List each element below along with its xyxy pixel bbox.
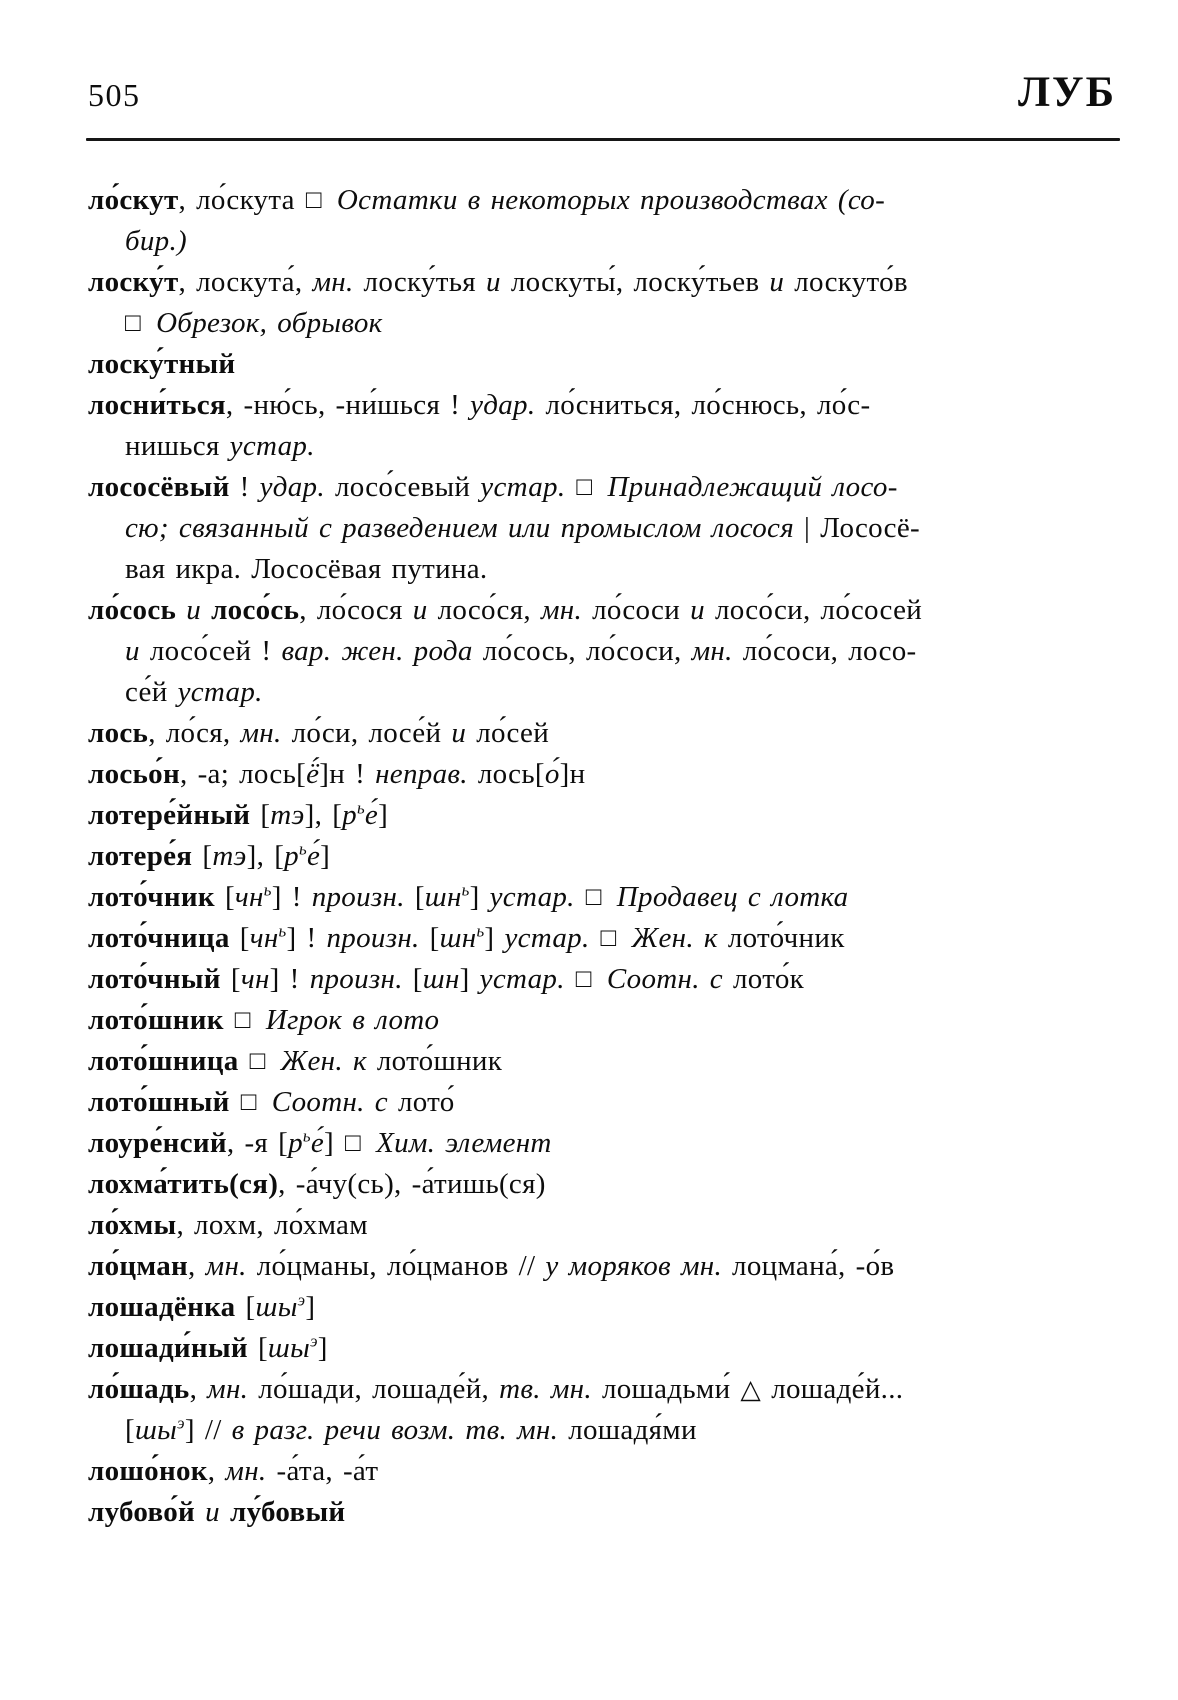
dictionary-entry xyxy=(88,1041,1108,1082)
italic-text: р xyxy=(284,840,299,872)
headword: лото́шник xyxy=(88,1004,224,1036)
italic-text: шн xyxy=(439,922,477,954)
dictionary-entry xyxy=(88,1287,1108,1328)
text: ло́сось, ло́соси, xyxy=(472,635,692,667)
entry-line xyxy=(88,1492,1108,1533)
headword: лото́чный xyxy=(88,963,221,995)
headword: лосни́ться xyxy=(88,389,226,421)
text: ] xyxy=(469,881,490,913)
entry-line xyxy=(88,795,1108,836)
text: , -я [ xyxy=(226,1127,289,1159)
text: ] ! xyxy=(269,963,310,995)
definition-box-icon: □ xyxy=(249,1046,266,1075)
italic-text: и xyxy=(186,594,202,626)
italic-text: ё́ xyxy=(306,758,320,790)
italic-text: шн xyxy=(424,881,462,913)
entry-line xyxy=(88,1082,1108,1123)
superscript-letter: ь xyxy=(298,839,307,859)
dictionary-entry xyxy=(88,1451,1108,1492)
entry-line xyxy=(88,1123,1108,1164)
definition-box-icon: □ xyxy=(576,472,593,501)
text: [ xyxy=(250,799,271,831)
headword: лото́чник xyxy=(88,881,215,913)
text xyxy=(176,594,186,626)
italic-text: Соотн. с xyxy=(606,963,723,995)
text: ло́си, лосе́й xyxy=(281,717,452,749)
definition-box-icon: □ xyxy=(240,1087,257,1116)
text: , -ню́сь, -ни́шься ! xyxy=(225,389,471,421)
entry-line xyxy=(88,262,1108,303)
text: лоску́тья xyxy=(353,266,486,298)
text: [ xyxy=(419,922,440,954)
italic-text: Продавец с лотка xyxy=(616,881,849,913)
text: , лохм, ло́хмам xyxy=(176,1209,368,1241)
italic-text: неправ. xyxy=(375,758,468,790)
italic-text: Игрок в лото xyxy=(265,1004,440,1036)
definition-box-icon: □ xyxy=(125,308,142,337)
italic-text: сю; связанный с разведением или промыслом лосося xyxy=(125,512,794,544)
entry-line xyxy=(88,877,1108,918)
text: ! xyxy=(229,471,260,503)
italic-text: и xyxy=(690,594,705,626)
headword: лотере́йный xyxy=(88,799,251,831)
text: , -а́чу(сь), -а́тишь(ся) xyxy=(278,1168,546,1200)
italic-text: Принадлежащий лосо- xyxy=(607,471,898,503)
text: | Лососё- xyxy=(794,512,920,544)
headword: лосьо́н xyxy=(88,758,180,790)
superscript-letter: ь xyxy=(302,1126,311,1146)
entry-line xyxy=(88,1205,1108,1246)
dictionary-entry xyxy=(88,262,1108,344)
dictionary-entry xyxy=(88,1082,1108,1123)
entry-line xyxy=(88,344,1108,385)
italic-text: устар. xyxy=(489,881,575,913)
italic-text: и xyxy=(485,266,501,298)
headword: лоску́тный xyxy=(88,348,236,380)
text: -а́та, -а́т xyxy=(266,1455,379,1487)
italic-text: о́ xyxy=(544,758,560,790)
headword: лотере́я xyxy=(88,840,193,872)
italic-text: мн. xyxy=(205,1250,247,1282)
text: ], [ xyxy=(246,840,285,872)
entry-line xyxy=(88,631,1108,672)
italic-text: е́ xyxy=(310,1127,325,1159)
italic-text: шы xyxy=(255,1291,298,1323)
italic-text: Обрезок, обрывок xyxy=(156,307,383,339)
entry-line xyxy=(88,754,1108,795)
headword: ло́шадь xyxy=(88,1373,190,1405)
dictionary-entry xyxy=(88,180,1108,262)
text: [ xyxy=(247,1332,268,1364)
headword: лото́шница xyxy=(88,1045,239,1077)
italic-text: у моряков мн. xyxy=(545,1250,722,1282)
dictionary-entry xyxy=(88,1123,1108,1164)
text: [ xyxy=(229,922,250,954)
text: се́й xyxy=(125,676,178,708)
text: лошаде́й... xyxy=(771,1373,904,1405)
italic-text: шы xyxy=(134,1414,178,1446)
entry-line xyxy=(88,1287,1108,1328)
superscript-letter: э xyxy=(297,1290,306,1310)
dictionary-entry xyxy=(88,754,1108,795)
text: , ло́сося xyxy=(299,594,413,626)
text xyxy=(195,1496,205,1528)
superscript-letter: э xyxy=(310,1331,318,1351)
italic-text: чн xyxy=(234,881,264,913)
text: лото́ xyxy=(387,1086,455,1118)
text: ] xyxy=(459,963,480,995)
italic-text: произн. xyxy=(309,963,403,995)
dictionary-entry xyxy=(88,713,1108,754)
dictionary-entry xyxy=(88,1328,1108,1369)
italic-text: бир.) xyxy=(125,225,187,257)
dictionary-entry xyxy=(88,1000,1108,1041)
italic-text: и xyxy=(451,717,467,749)
dictionary-entry xyxy=(88,836,1108,877)
text: ] xyxy=(305,1291,316,1323)
entry-line xyxy=(88,1328,1108,1369)
italic-text: удар. xyxy=(259,471,325,503)
text: ] xyxy=(484,922,505,954)
italic-text: тэ xyxy=(270,799,305,831)
entry-line xyxy=(88,508,1108,549)
superscript-letter: ь xyxy=(476,921,485,941)
text: [ xyxy=(220,963,241,995)
dictionary-entry xyxy=(88,1164,1108,1205)
dictionary-entry xyxy=(88,344,1108,385)
italic-text: мн. xyxy=(312,266,354,298)
dictionary-entry xyxy=(88,1246,1108,1287)
definition-box-icon: □ xyxy=(305,185,322,214)
italic-text: и xyxy=(412,594,428,626)
text: ло́цманы, ло́цманов // xyxy=(246,1250,546,1282)
italic-text: устар. xyxy=(177,676,263,708)
text: [ xyxy=(402,963,423,995)
headword: ло́скут xyxy=(88,184,179,216)
headword: лошадёнка xyxy=(88,1291,236,1323)
entry-line xyxy=(88,1000,1108,1041)
dictionary-entry xyxy=(88,795,1108,836)
text: , -а; лось[ xyxy=(180,758,307,790)
headword: лошо́нок xyxy=(88,1455,208,1487)
text: ло́шади, лошаде́й, xyxy=(248,1373,500,1405)
text: лоскуты́, лоску́тьев xyxy=(500,266,770,298)
text: лоскуто́в xyxy=(784,266,908,298)
text: , ло́скута xyxy=(178,184,295,216)
dictionary-entry xyxy=(88,467,1108,590)
text: нишься xyxy=(125,430,230,462)
italic-text: и xyxy=(769,266,785,298)
italic-text: р xyxy=(342,799,357,831)
entry-line xyxy=(88,959,1108,1000)
italic-text: в разг. речи возм. тв. мн. xyxy=(231,1414,559,1446)
italic-text: произн. xyxy=(311,881,405,913)
dictionary-entry xyxy=(88,1369,1108,1451)
headword: лось xyxy=(88,717,149,749)
text: лосо́сей ! xyxy=(139,635,282,667)
superscript-letter: э xyxy=(177,1413,185,1433)
text: [ xyxy=(125,1414,135,1446)
text: ] xyxy=(378,799,389,831)
text: ло́сей xyxy=(466,717,550,749)
dictionary-entry xyxy=(88,918,1108,959)
italic-text: устар. xyxy=(229,430,315,462)
entry-line xyxy=(88,180,1108,221)
headword: лубово́й xyxy=(88,1496,196,1528)
italic-text: мн. xyxy=(540,594,583,626)
entry-line xyxy=(88,385,1108,426)
headword: лото́шный xyxy=(88,1086,230,1118)
italic-text: шн xyxy=(422,963,460,995)
page-header xyxy=(88,68,1116,117)
italic-text: удар. xyxy=(470,389,536,421)
italic-text: Хим. элемент xyxy=(376,1127,552,1159)
entry-line xyxy=(88,836,1108,877)
text: лосо́си, ло́сосей xyxy=(704,594,923,626)
text: ] xyxy=(324,1127,334,1159)
italic-text: мн. xyxy=(691,635,733,667)
entry-line xyxy=(88,713,1108,754)
triangle-icon: △ xyxy=(740,1374,762,1404)
text: [ xyxy=(192,840,213,872)
text: , xyxy=(207,1455,226,1487)
superscript-letter: ь xyxy=(263,880,272,900)
text: [ xyxy=(404,881,425,913)
text xyxy=(201,594,211,626)
text: [ xyxy=(214,881,235,913)
text: ] xyxy=(320,840,331,872)
text: , ло́ся, xyxy=(148,717,241,749)
italic-text: чн xyxy=(240,963,270,995)
text: ]н ! xyxy=(319,758,376,790)
entry-line xyxy=(88,672,1108,713)
text: вая икра. Лососёвая путина. xyxy=(125,553,488,585)
text: лоцмана́, -о́в xyxy=(722,1250,895,1282)
text: ] ! xyxy=(271,881,312,913)
entry-line xyxy=(88,1369,1108,1410)
text: лосо́севый xyxy=(324,471,481,503)
superscript-letter: ь xyxy=(461,880,470,900)
definition-box-icon: □ xyxy=(575,964,592,993)
dictionary-entry xyxy=(88,959,1108,1000)
entry-line xyxy=(88,1246,1108,1287)
entry-line xyxy=(88,1451,1108,1492)
superscript-letter: ь xyxy=(278,921,287,941)
italic-text: р xyxy=(288,1127,303,1159)
italic-text: устар. xyxy=(480,471,566,503)
text: , xyxy=(189,1373,208,1405)
text: [ xyxy=(235,1291,256,1323)
entries xyxy=(88,180,1108,1533)
entry-line xyxy=(88,549,1108,590)
page-number: 505 xyxy=(88,77,141,113)
text: лошадя́ми xyxy=(558,1414,697,1446)
italic-text: произн. xyxy=(326,922,420,954)
dictionary-entry xyxy=(88,1205,1108,1246)
text: , лоскута́, xyxy=(178,266,313,298)
text xyxy=(220,1496,230,1528)
text: ] // xyxy=(184,1414,232,1446)
italic-text: чн xyxy=(249,922,279,954)
italic-text: е́ xyxy=(364,799,379,831)
text: ]н xyxy=(559,758,586,790)
italic-text: мн. xyxy=(240,717,282,749)
italic-text: мн. xyxy=(207,1373,249,1405)
headword: лоску́т xyxy=(88,266,179,298)
headword: лохма́тить(ся) xyxy=(88,1168,279,1200)
entry-line xyxy=(88,303,1108,344)
text: лото́к xyxy=(722,963,805,995)
text: лото́чник xyxy=(717,922,845,954)
running-head-word: ЛУБ xyxy=(1017,69,1116,116)
text: ло́соси xyxy=(582,594,691,626)
dictionary-entry xyxy=(88,590,1108,713)
headword: ло́цман xyxy=(88,1250,189,1282)
italic-text: Жен. к xyxy=(280,1045,367,1077)
definition-box-icon: □ xyxy=(585,882,602,911)
italic-text: тв. мн. xyxy=(499,1373,592,1405)
entry-line xyxy=(88,918,1108,959)
entry-line xyxy=(88,1041,1108,1082)
superscript-letter: ь xyxy=(356,798,365,818)
italic-text: Жен. к xyxy=(631,922,718,954)
headword: ло́хмы xyxy=(88,1209,177,1241)
definition-box-icon: □ xyxy=(234,1005,251,1034)
italic-text: шы xyxy=(267,1332,311,1364)
dictionary-entry xyxy=(88,385,1108,467)
italic-text: Остатки в некоторых производствах (со- xyxy=(336,184,886,216)
text: ло́соси, лосо- xyxy=(732,635,917,667)
text: лото́шник xyxy=(366,1045,503,1077)
italic-text: устар. xyxy=(479,963,565,995)
italic-text: тэ xyxy=(212,840,247,872)
header-rule xyxy=(86,138,1120,141)
italic-text: и xyxy=(125,635,140,667)
entry-line xyxy=(88,1410,1108,1451)
entry-line xyxy=(88,590,1108,631)
dictionary-entry xyxy=(88,1492,1108,1533)
headword: лосо́сь xyxy=(211,594,300,626)
text: лошадьми́ xyxy=(591,1373,731,1405)
italic-text: устар. xyxy=(504,922,590,954)
entry-line xyxy=(88,467,1108,508)
dictionary-entry xyxy=(88,877,1108,918)
headword: лото́чница xyxy=(88,922,230,954)
italic-text: мн. xyxy=(225,1455,267,1487)
text: ло́сниться, ло́снюсь, ло́с- xyxy=(535,389,871,421)
entry-line xyxy=(88,1164,1108,1205)
definition-box-icon: □ xyxy=(345,1128,362,1157)
text: лосо́ся, xyxy=(427,594,541,626)
entry-line xyxy=(88,426,1108,467)
text: ], [ xyxy=(304,799,343,831)
italic-text: е́ xyxy=(306,840,321,872)
italic-text: вар. жен. рода xyxy=(281,635,473,667)
italic-text: Соотн. с xyxy=(271,1086,388,1118)
headword: лоуре́нсий xyxy=(88,1127,227,1159)
text: ] xyxy=(317,1332,328,1364)
headword: лошади́ный xyxy=(88,1332,248,1364)
text: лось[ xyxy=(467,758,545,790)
headword: ло́сось xyxy=(88,594,177,626)
definition-box-icon: □ xyxy=(600,923,617,952)
headword: лососёвый xyxy=(88,471,230,503)
entry-line xyxy=(88,221,1108,262)
italic-text: и xyxy=(205,1496,220,1528)
text: ] ! xyxy=(286,922,327,954)
headword: лу́бовый xyxy=(230,1496,346,1528)
text: , xyxy=(188,1250,206,1282)
